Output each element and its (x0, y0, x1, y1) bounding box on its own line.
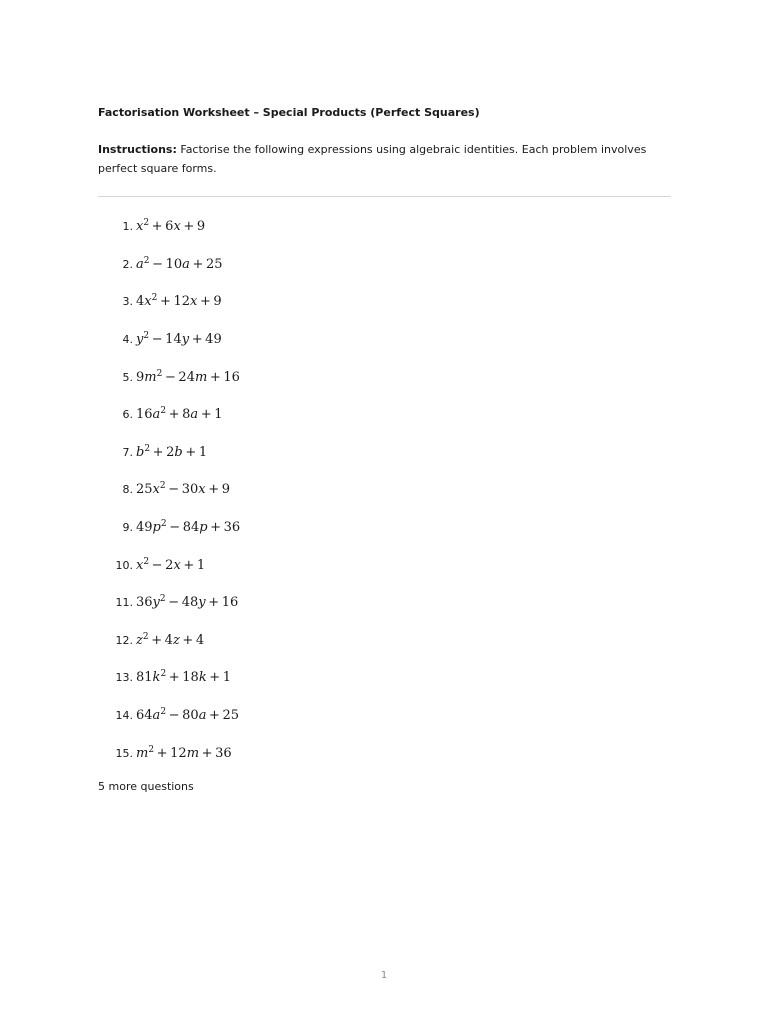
divider (98, 196, 671, 197)
page-number: 1 (380, 970, 388, 981)
problem-expression: $a^2 - 10a + 25$ (136, 255, 223, 272)
problem-item (98, 246, 240, 284)
problem-item (98, 283, 240, 321)
problem-number: 13. (115, 671, 133, 685)
instructions-label: Instructions: (98, 143, 177, 156)
problem-expression: $m^2 + 12m + 36$ (136, 744, 232, 761)
problem-item (98, 509, 240, 547)
problem-number: 9. (122, 521, 133, 535)
instructions-text: Factorise the following expressions using algebraic identities. Each problem involves perfect square forms. (98, 143, 647, 175)
problem-expression: $64a^2 - 80a + 25$ (136, 707, 240, 724)
problem-expression: $49p^2 - 84p + 36$ (136, 519, 241, 536)
problem-expression: $36y^2 - 48y + 16$ (136, 594, 239, 611)
problem-item (98, 622, 240, 660)
problem-item (98, 396, 240, 434)
problem-item (98, 734, 240, 772)
problem-expression: $9m^2 - 24m + 16$ (136, 368, 240, 385)
problem-number: 1. (122, 220, 133, 234)
problem-expression: $16a^2 + 8a + 1$ (136, 406, 223, 423)
problem-number: 5. (122, 370, 133, 384)
problem-number: 3. (122, 295, 133, 309)
problem-number: 4. (122, 333, 133, 347)
problem-expression: $81k^2 + 18k + 1$ (136, 669, 232, 686)
problem-expression: $25x^2 - 30x + 9$ (136, 481, 230, 498)
problem-expression: $x^2 - 2x + 1$ (136, 556, 206, 573)
problem-item (98, 321, 240, 359)
problem-number: 6. (122, 408, 133, 422)
problem-item (98, 358, 240, 396)
problem-list (98, 208, 240, 772)
problem-item (98, 584, 240, 622)
problem-number: 2. (122, 257, 133, 271)
more-questions-note: 5 more questions (98, 780, 194, 793)
problem-expression: $4x^2 + 12x + 9$ (136, 293, 222, 310)
problem-number: 8. (122, 483, 133, 497)
problem-number: 7. (122, 445, 133, 459)
problem-item (98, 659, 240, 697)
problem-item (98, 471, 240, 509)
problem-item (98, 697, 240, 735)
problem-expression: $z^2 + 4z + 4$ (136, 631, 205, 648)
problem-expression: $x^2 + 6x + 9$ (136, 218, 206, 235)
problem-expression: $b^2 + 2b + 1$ (136, 443, 208, 460)
problem-item (98, 546, 240, 584)
instructions (98, 141, 671, 178)
problem-number: 12. (115, 633, 133, 647)
problem-number: 10. (115, 558, 133, 572)
problem-item (98, 208, 240, 246)
problem-number: 11. (115, 596, 133, 610)
problem-number: 14. (115, 709, 133, 723)
problem-item (98, 434, 240, 472)
page-title: Factorisation Worksheet – Special Products (Perfect Squares) (98, 106, 480, 119)
problem-expression: $y^2 - 14y + 49$ (136, 331, 222, 348)
problem-number: 15. (115, 746, 133, 760)
